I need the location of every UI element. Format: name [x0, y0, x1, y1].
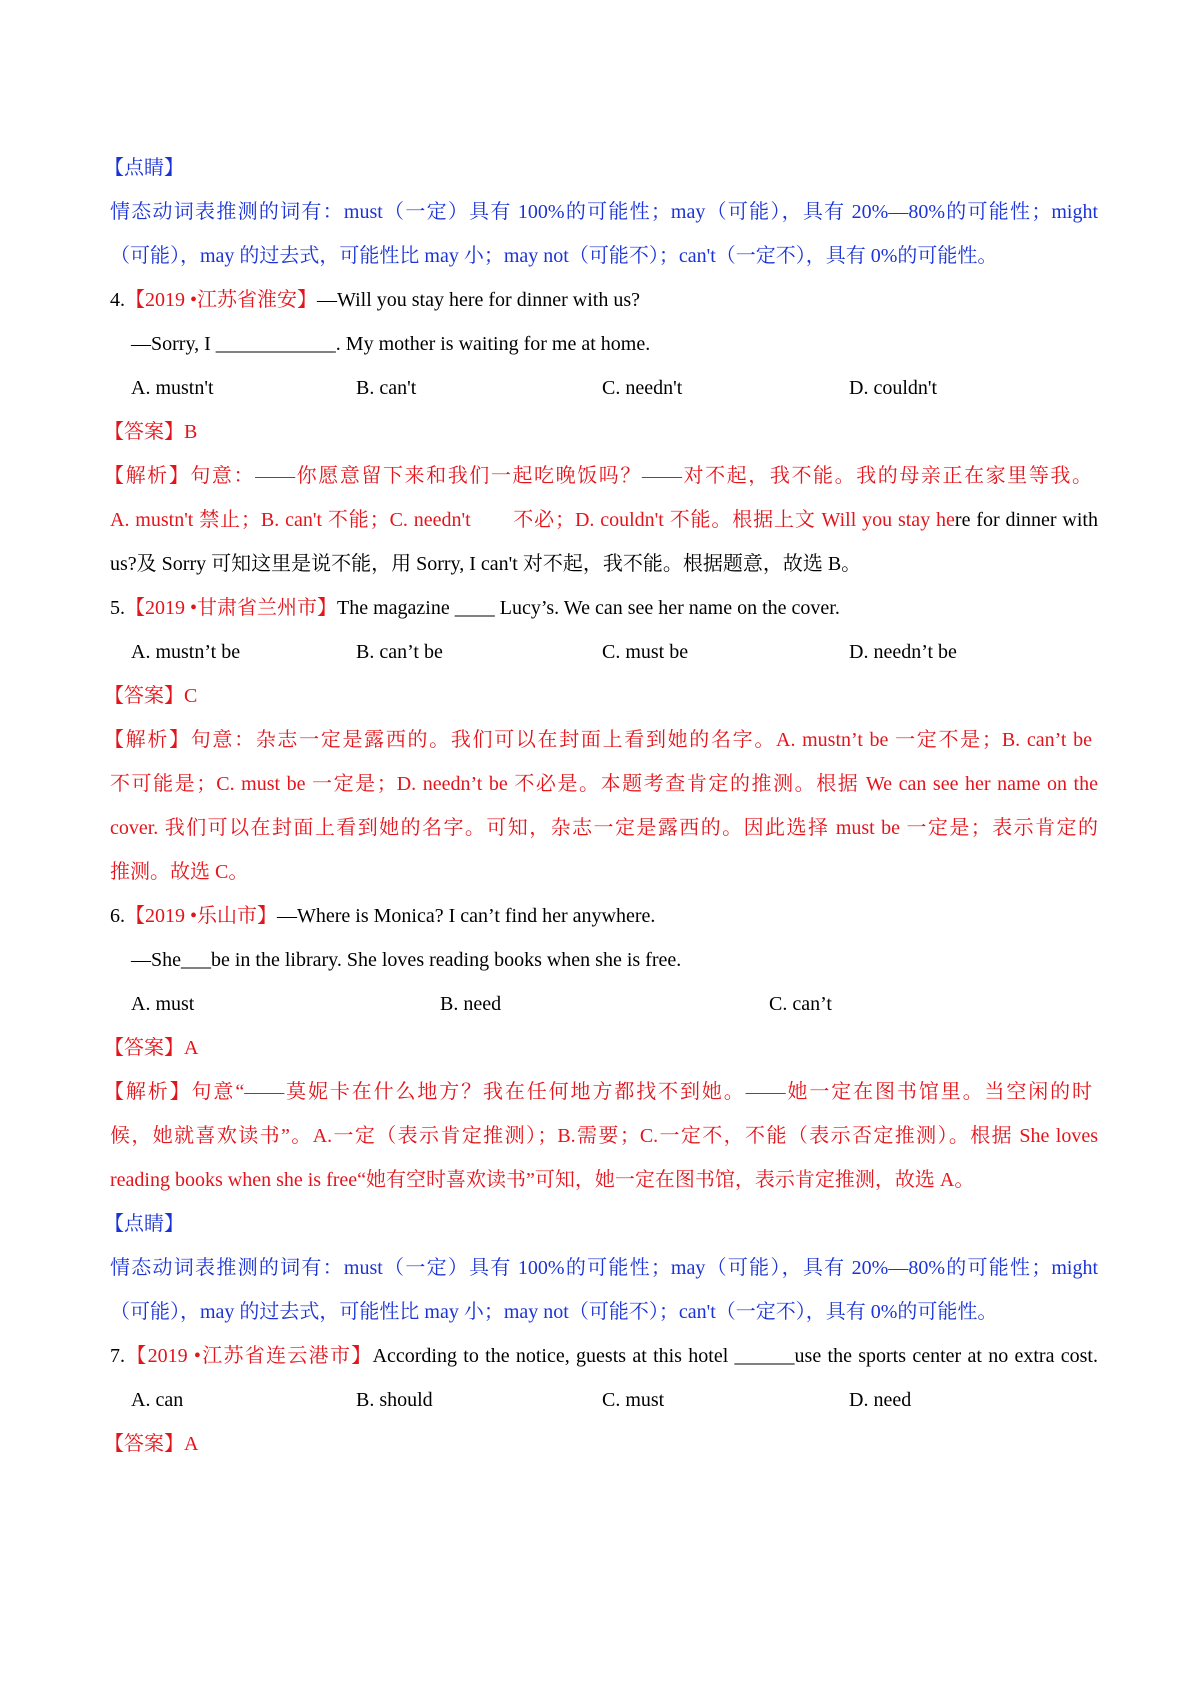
note-label: 【点睛】	[104, 1213, 184, 1235]
question-source: 【2019 •江苏省淮安】	[125, 289, 318, 311]
question-stem: —Where is Monica? I can’t find her anywhere.	[277, 905, 656, 927]
answer: 【答案】A	[104, 1037, 199, 1059]
question-5	[110, 594, 840, 622]
question-6	[110, 902, 655, 930]
question-source: 【2019 •江苏省连云港市】	[125, 1345, 373, 1367]
option-b: B. should	[356, 1389, 433, 1411]
analysis-text: A. mustn't 禁止；B. can't 不能；C. needn't 不必；D. couldn't 不能。根据上文 Will you stay he	[110, 509, 955, 531]
option-a: A. mustn't	[131, 377, 214, 399]
analysis	[104, 462, 1092, 490]
analysis-text: reading books when she is free“她有空时喜欢读书”可知，她一定在图书馆，表示肯定推测，故选 A。	[110, 1169, 975, 1191]
note-text: 情态动词表推测的词有：must（一定）具有 100%的可能性；may（可能），具有 20%—80%的可能性；might	[110, 1257, 1098, 1279]
question-line: —She___be in the library. She loves reading books when she is free.	[131, 949, 682, 971]
option-d: D. need	[849, 1389, 912, 1411]
analysis-label: 【解析】	[104, 465, 191, 487]
analysis-label: 【解析】	[104, 1081, 192, 1103]
answer: 【答案】B	[104, 421, 198, 443]
option-b: B. can't	[356, 377, 417, 399]
analysis-text: 推测。故选 C。	[110, 861, 249, 883]
option-c: C. needn't	[602, 377, 683, 399]
analysis	[110, 506, 1098, 534]
option-b: B. need	[440, 993, 502, 1015]
option-a: A. mustn’t be	[131, 641, 241, 663]
option-c: C. must	[602, 1389, 665, 1411]
question-7	[110, 1342, 1098, 1370]
analysis	[104, 726, 1092, 754]
option-d: D. needn’t be	[849, 641, 957, 663]
question-line: —Sorry, I ____________. My mother is waiting for me at home.	[131, 333, 651, 355]
analysis	[104, 1078, 1092, 1106]
analysis-text: re for dinner with	[954, 509, 1098, 531]
option-c: C. can’t	[769, 993, 832, 1015]
analysis-text: 不可能是；C. must be 一定是；D. needn’t be 不必是。本题考查肯定的推测。根据 We can see her name on the	[110, 773, 1098, 795]
answer: 【答案】C	[104, 685, 198, 707]
question-stem: According to the notice, guests at this hotel ______use the sports center at no extra cost.	[372, 1345, 1098, 1367]
question-stem: —Will you stay here for dinner with us?	[317, 289, 641, 311]
analysis-text: 句意：——你愿意留下来和我们一起吃晚饭吗？——对不起，我不能。我的母亲正在家里等我。	[190, 465, 1093, 487]
analysis-text: 句意：杂志一定是露西的。我们可以在封面上看到她的名字。A. mustn’t be 一定不是；B. can’t be	[190, 729, 1093, 751]
question-number: 6.	[110, 905, 125, 927]
analysis-label: 【解析】	[104, 729, 191, 751]
option-a: A. must	[131, 993, 195, 1015]
note-text: （可能），may 的过去式，可能性比 may 小；may not（可能不）；can't（一定不），具有 0%的可能性。	[110, 245, 998, 267]
question-source: 【2019 •甘肃省兰州市】	[125, 597, 338, 619]
option-b: B. can’t be	[356, 641, 443, 663]
analysis-text: 候，她就喜欢读书”。A.一定（表示肯定推测）；B.需要；C.一定不，不能（表示否定推测）。根据 She loves	[110, 1125, 1098, 1147]
analysis-text: cover. 我们可以在封面上看到她的名字。可知，杂志一定是露西的。因此选择 must be 一定是；表示肯定的	[110, 817, 1098, 839]
analysis-text: 句意“——莫妮卡在什么地方？我在任何地方都找不到她。——她一定在图书馆里。当空闲的时	[191, 1081, 1092, 1103]
question-source: 【2019 •乐山市】	[125, 905, 278, 927]
note-text: （可能），may 的过去式，可能性比 may 小；may not（可能不）；can't（一定不），具有 0%的可能性。	[110, 1301, 998, 1323]
option-c: C. must be	[602, 641, 689, 663]
question-4	[110, 286, 640, 314]
question-number: 5.	[110, 597, 125, 619]
option-d: D. couldn't	[849, 377, 938, 399]
question-stem: The magazine ____ Lucy’s. We can see her name on the cover.	[337, 597, 840, 619]
answer: 【答案】A	[104, 1433, 199, 1455]
option-a: A. can	[131, 1389, 184, 1411]
note-label: 【点睛】	[104, 157, 184, 179]
question-number: 4.	[110, 289, 125, 311]
question-number: 7.	[110, 1345, 125, 1367]
note-text: 情态动词表推测的词有：must（一定）具有 100%的可能性；may（可能），具有 20%—80%的可能性；might	[110, 201, 1098, 223]
analysis-text: us?及 Sorry 可知这里是说不能，用 Sorry, I can't 对不起，我不能。根据题意，故选 B。	[110, 553, 862, 575]
